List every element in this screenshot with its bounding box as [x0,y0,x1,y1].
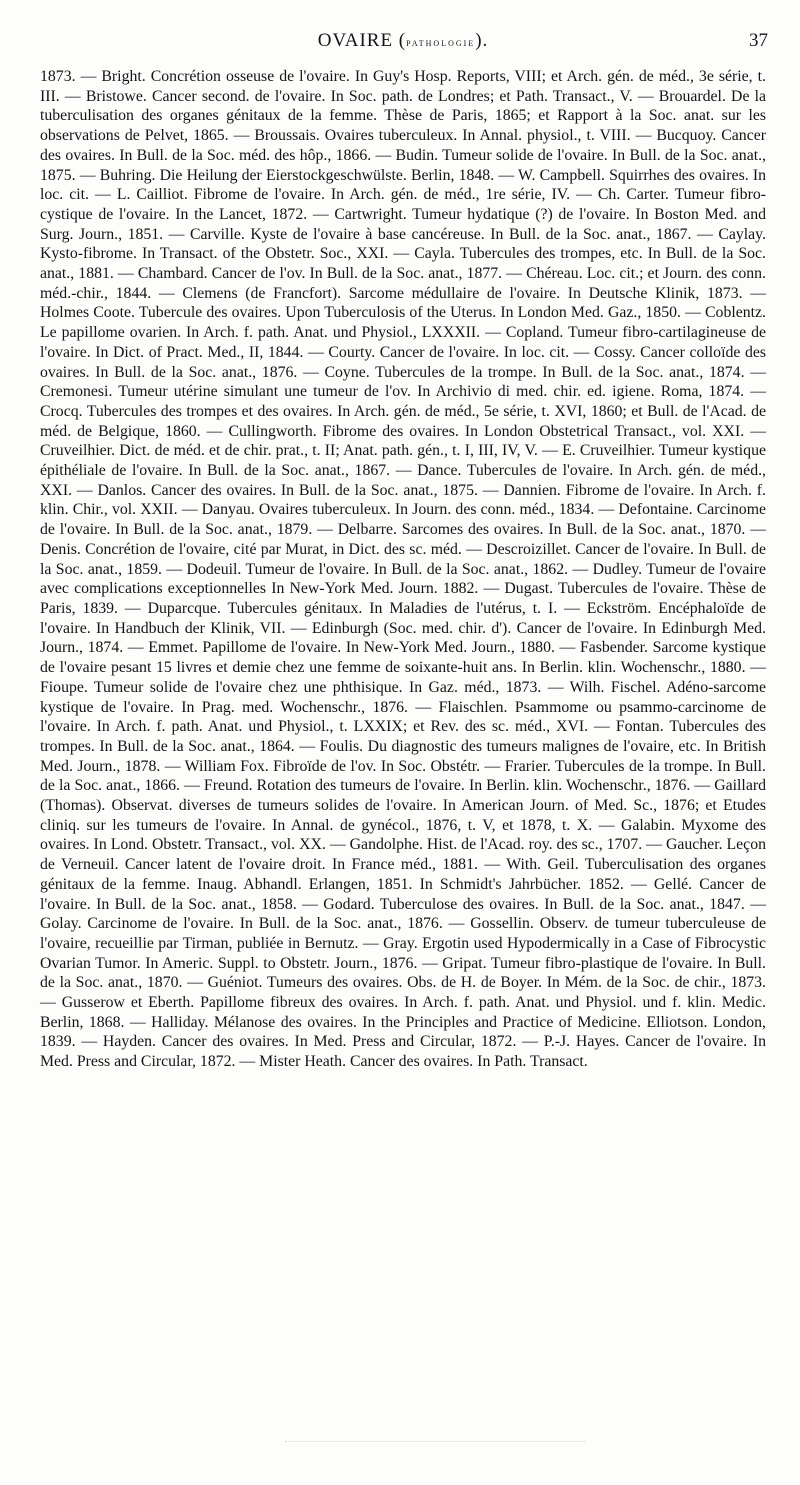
page-title [38,30,768,52]
title-subtitle: pathologie [406,35,476,49]
page-bottom-rule [285,1441,585,1444]
title-main: OVAIRE ( [317,30,407,51]
page-number: 37 [749,30,768,51]
bibliography-text [40,67,766,1072]
bibliography-paragraph: 1873. — Bright. Concrétion osseuse de l'ovaire. In Guy's Hosp. Reports, VIII; et Arch. gén. de méd., 3e série, t. III. — Bristowe. Cancer second. de l'ovaire. In Soc. path. de Londres; et Path. Transact., V. — Brouardel. De la tuberculisation des organes génitaux de la femme. Thèse de Paris, 1865; et Rapport à la Soc. anat. sur les observations de Pelvet, 1865. — Broussais. Ovaires tuberculeux. In Annal. physiol., t. VIII. — Bucquoy. Cancer des ovaires. In Bull. de la Soc. méd. des hôp., 1866. — Budin. Tumeur solide de l'ovaire. In Bull. de la Soc. anat., 1875. — Buhring. Die Heilung der Eierstockgeschwülste. Berlin, 1848. — W. Campbell. Squirrhes des ovaires. In loc. cit. — L. Cailliot. Fibrome de l'ovaire. In Arch. gén. de méd., 1re série, IV. — Ch. Carter. Tumeur fibro-cystique de l'ovaire. In the Lancet, 1872. — Cartwright. Tumeur hydatique (?) de l'ovaire. In Boston Med. and Surg. Journ., 1851. — Carville. Kyste de l'ovaire à base cancéreuse. In Bull. de la Soc. anat., 1867. — Caylay. Kysto-fibrome. In Transact. of the Obstetr. Soc., XXI. — Cayla. Tubercules des trompes, etc. In Bull. de la Soc. anat., 1881. — Chambard. Cancer de l'ov. In Bull. de la Soc. anat., 1877. — Chéreau. Loc. cit.; et Journ. des conn. méd.-chir., 1844. — Clemens (de Francfort). Sarcome médullaire de l'ovaire. In Deutsche Klinik, 1873. — Holmes Coote. Tubercule des ovaires. Upon Tuberculosis of the Uterus. In London Med. Gaz., 1850. — Coblentz. Le papillome ovarien. In Arch. f. path. Anat. und Physiol., LXXXII. — Copland. Tumeur fibro-cartilagineuse de l'ovaire. In Dict. of Pract. Med., II, 1844. — Courty. Cancer de l'ovaire. In loc. cit. — Cossy. Cancer colloïde des ovaires. In Bull. de la Soc. anat., 1876. — Coyne. Tubercules de la trompe. In Bull. de la Soc. anat., 1874. — Cremonesi. Tumeur utérine simulant une tumeur de l'ov. In Archivio di med. chir. ed. igiene. Roma, 1874. — Crocq. Tubercules des trompes et des ovaires. In Arch. gén. de méd., 5e série, t. XVI, 1860; et Bull. de l'Acad. de méd. de Belgique, 1860. — Cullingworth. Fibrome des ovaires. In London Obstetrical Transact., vol. XXI. — Cruveilhier. Dict. de méd. et de chir. prat., t. II; Anat. path. gén., t. I, III, IV, V. — E. Cruveilhier. Tumeur kystique épithéliale de l'ovaire. In Bull. de la Soc. anat., 1867. — Dance. Tubercules de l'ovaire. In Arch. gén. de méd., XXI. — Danlos. Cancer des ovaires. In Bull. de la Soc. anat., 1875. — Dannien. Fibrome de l'ovaire. In Arch. f. klin. Chir., vol. XXII. — Danyau. Ovaires tuberculeux. In Journ. des conn. méd., 1834. — Defontaine. Carcinome de l'ovaire. In Bull. de la Soc. anat., 1879. — Delbarre. Sarcomes des ovaires. In Bull. de la Soc. anat., 1870. — Denis. Concrétion de l'ovaire, cité par Murat, in Dict. des sc. méd. — Descroizillet. Cancer de l'ovaire. In Bull. de la Soc. anat., 1859. — Dodeuil. Tumeur de l'ovaire. In Bull. de la Soc. anat., 1862. — Dudley. Tumeur de l'ovaire avec complications exceptionnelles In New-York Med. Journ. 1882. — Dugast. Tubercules de l'ovaire. Thèse de Paris, 1839. — Duparcque. Tubercules génitaux. In Maladies de l'utérus, t. I. — Eckström. Encéphaloïde de l'ovaire. In Handbuch der Klinik, VII. — Edinburgh (Soc. med. chir. d'). Cancer de l'ovaire. In Edinburgh Med. Journ., 1874. — Emmet. Papillome de l'ovaire. In New-York Med. Journ., 1880. — Fasbender. Sarcome kystique de l'ovaire pesant 15 livres et demie chez une femme de soixante-huit ans. In Berlin. klin. Wochenschr., 1880. — Fioupe. Tumeur solide de l'ovaire chez une phthisique. In Gaz. méd., 1873. — Wilh. Fischel. Adéno-sarcome kystique de l'ovaire. In Prag. med. Wochenschr., 1876. — Flaischlen. Psammome ou psammo-carcinome de l'ovaire. In Arch. f. path. Anat. und Physiol., t. LXXIX; et Rev. des sc. méd., XVI. — Fontan. Tubercules des trompes. In Bull. de la Soc. anat., 1864. — Foulis. Du diagnostic des tumeurs malignes de l'ovaire, etc. In British Med. Journ., 1878. — William Fox. Fibroïde de l'ov. In Soc. Obstétr. — Frarier. Tubercules de la trompe. In Bull. de la Soc. anat., 1866. — Freund. Rotation des tumeurs de l'ovaire. In Berlin. klin. Wochenschr., 1876. — Gaillard (Thomas). Observat. diverses de tumeurs solides de l'ovaire. In American Journ. of Med. Sc., 1876; et Etudes cliniq. sur les tumeurs de l'ovaire. In Annal. de gynécol., 1876, t. V, et 1878, t. X. — Galabin. Myxome des ovaires. In Lond. Obstetr. Transact., vol. XX. — Gandolphe. Hist. de l'Acad. roy. des sc., 1707. — Gaucher. Leçon de Verneuil. Cancer latent de l'ovaire droit. In France méd., 1881. — With. Geil. Tuberculisation des organes génitaux de la femme. Inaug. Abhandl. Erlangen, 1851. In Schmidt's Jahrbücher. 1852. — Gellé. Cancer de l'ovaire. In Bull. de la Soc. anat., 1858. — Godard. Tuberculose des ovaires. In Bull. de la Soc. anat., 1847. — Golay. Carcinome de l'ovaire. In Bull. de la Soc. anat., 1876. — Gossellin. Observ. de tumeur tuberculeuse de l'ovaire, recueillie par Tirman, publiée in Bernutz. — Gray. Ergotin used Hypodermically in a Case of Fibrocystic Ovarian Tumor. In Americ. Suppl. to Obstetr. Journ., 1876. — Gripat. Tumeur fibro-plastique de l'ovaire. In Bull. de la Soc. anat., 1870. — Guéniot. Tumeurs des ovaires. Obs. de H. de Boyer. In Mém. de la Soc. de chir., 1873. — Gusserow et Eberth. Papillome fibreux des ovaires. In Arch. f. path. Anat. und Physiol. und f. klin. Medic. Berlin, 1868. — Halliday. Mélanose des ovaires. In the Principles and Practice of Medicine. Elliotson. London, 1839. — Hayden. Cancer des ovaires. In Med. Press and Circular, 1872. — P.-J. Hayes. Cancer de l'ovaire. In Med. Press and Circular, 1872. — Mister Heath. Cancer des ovaires. In Path. Transact. [40,68,766,1071]
title-end: ). [475,30,489,51]
running-header [38,30,768,56]
